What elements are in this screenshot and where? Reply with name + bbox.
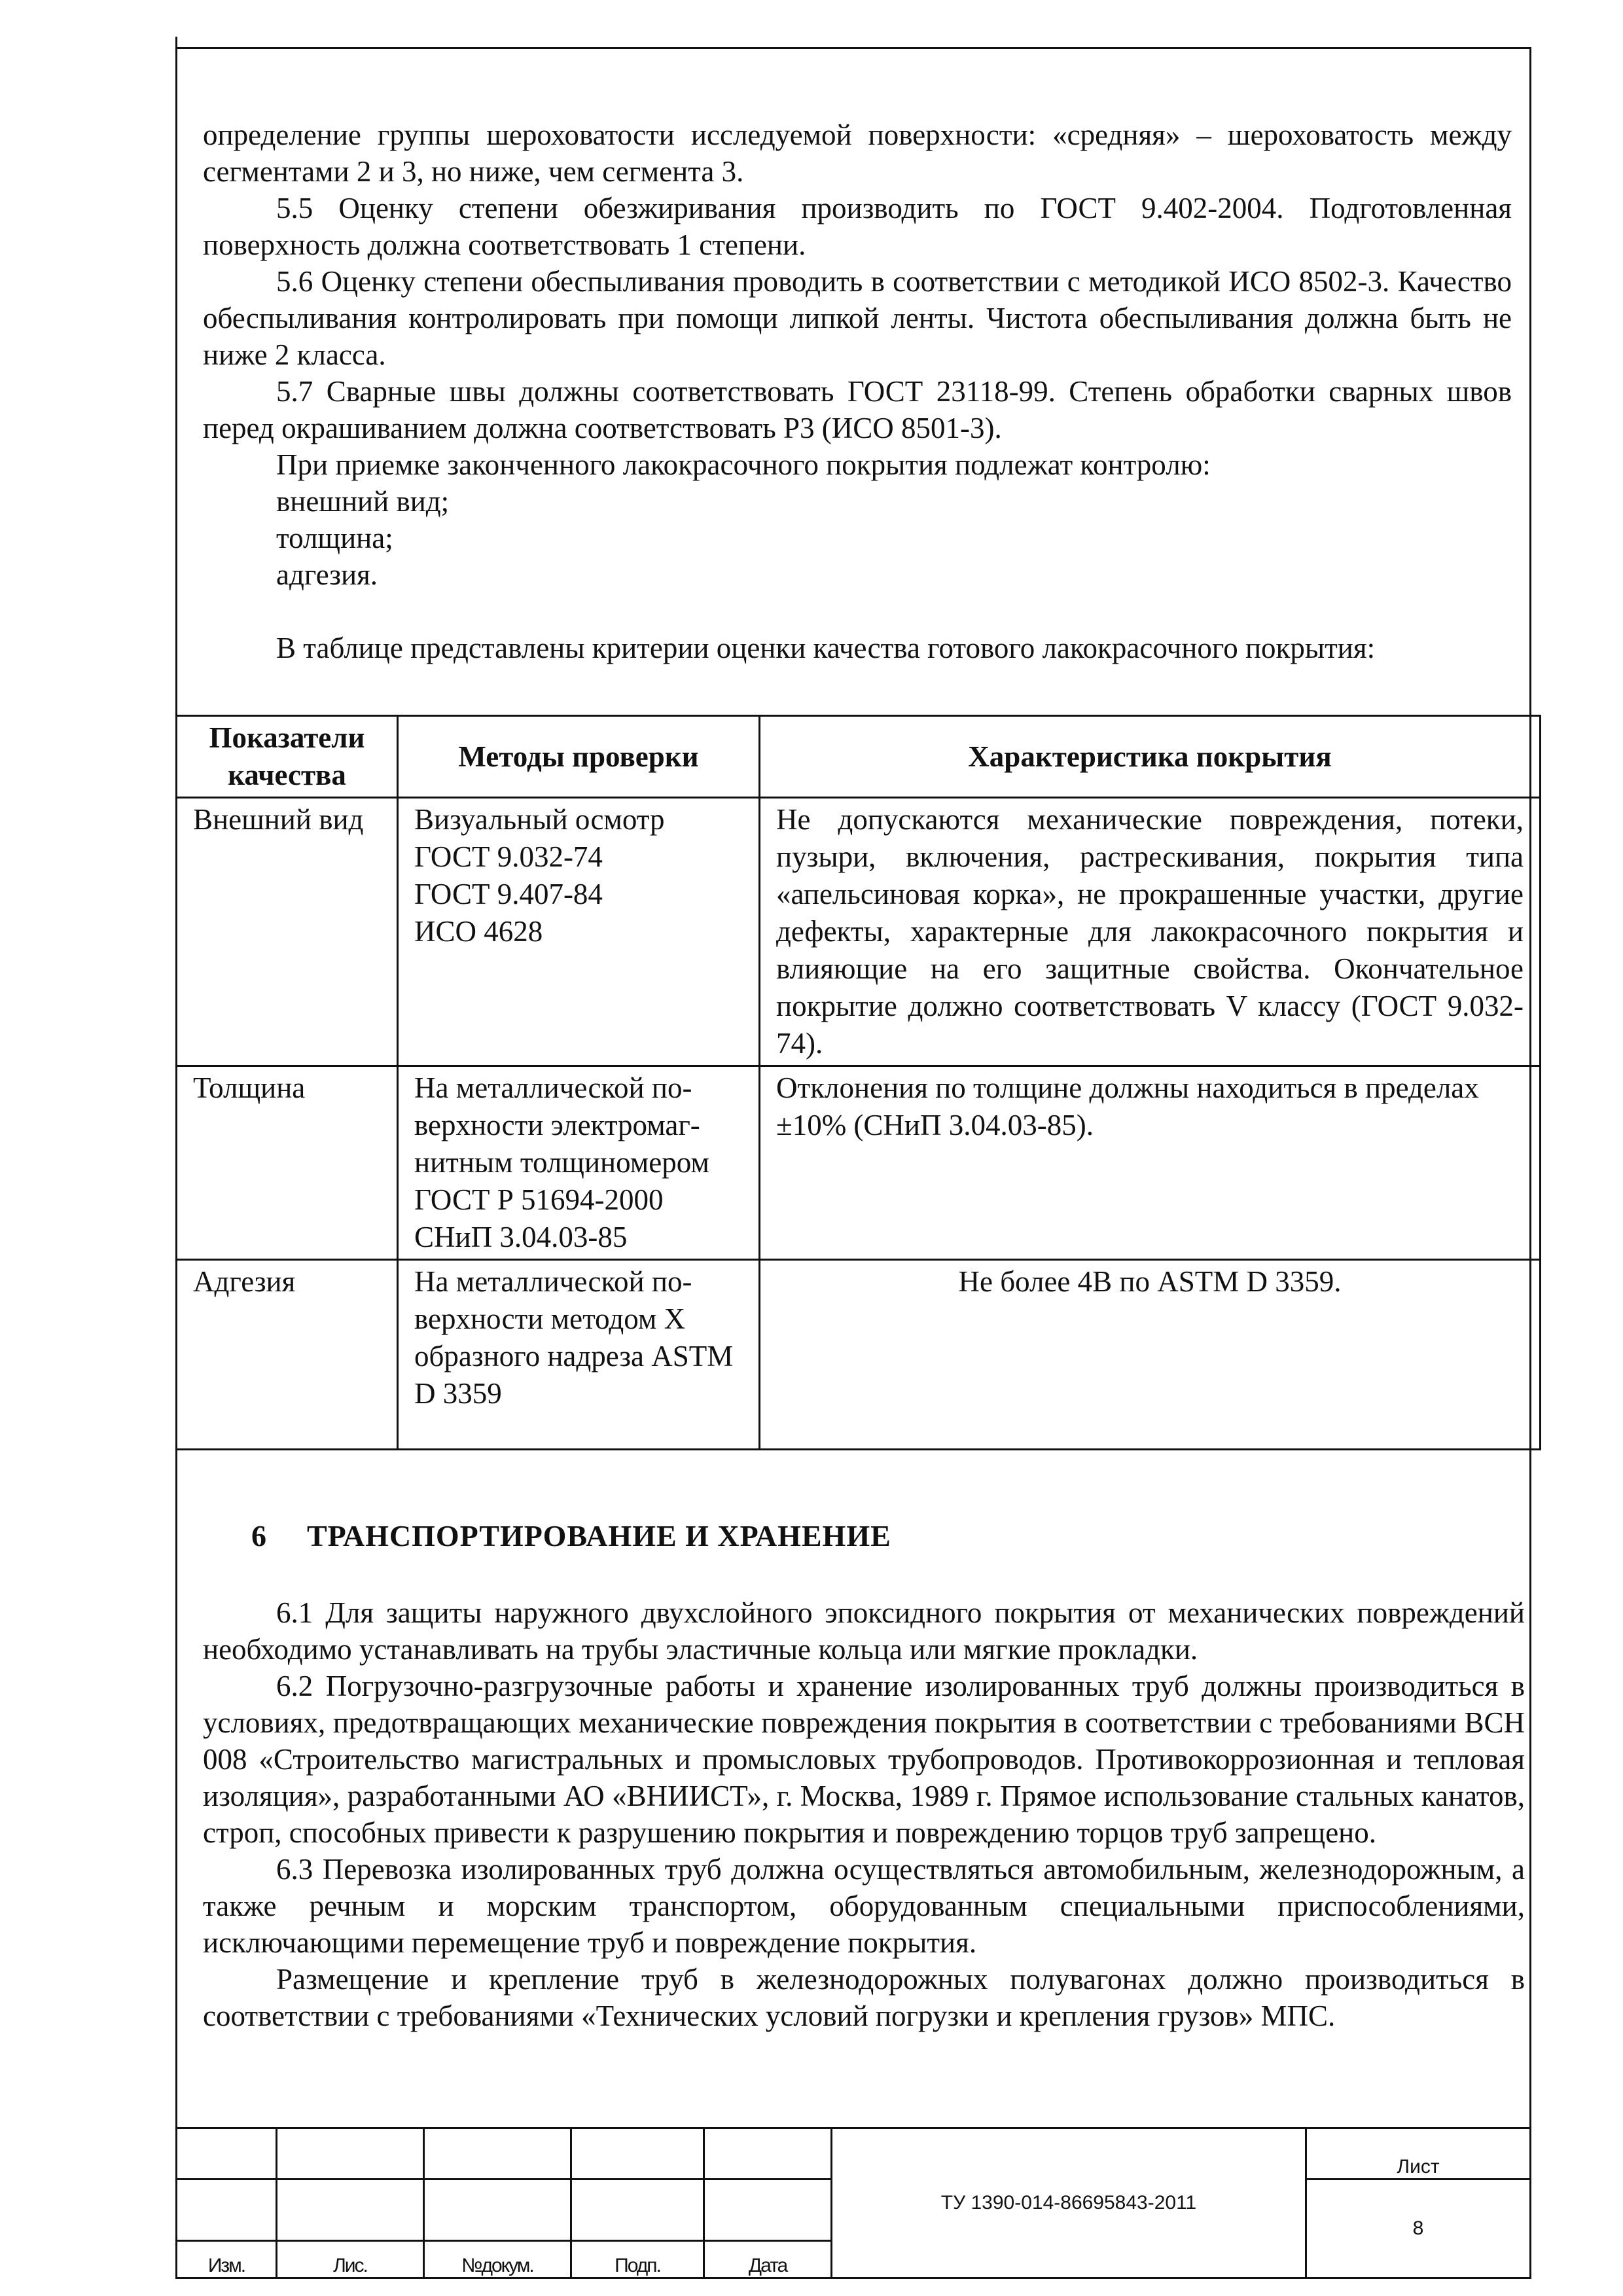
document-code: ТУ 1390-014-86695843-2011 [832, 2128, 1306, 2278]
stamp-cell [571, 2128, 704, 2179]
control-item: толщина; [276, 522, 393, 554]
page-frame-top [175, 47, 1531, 49]
row-methods [398, 798, 760, 1066]
row-characteristic: Отклонения по толщине должны находиться в пределах ±10% (СНиП 3.04.03-85). [760, 1066, 1541, 1260]
method-line: Визуальный осмотр [414, 803, 665, 836]
row-characteristic: Не допускаются механические повреждения, потеки, пузыри, включения, растрескивания, покрытия типа «апельсиновая корка», не прокрашенные участки, другие дефекты, характерные для лакокрасочного покрытия и влияющие на его защитные свойства. Окончательное покрытие должно соответствовать V классу (ГОСТ 9.032-74). [760, 798, 1541, 1066]
label-doc-number: №докум. [424, 2241, 571, 2278]
row-indicator: Адгезия [177, 1260, 398, 1450]
method-line: ГОСТ 9.032-74 [414, 840, 603, 873]
method-line: ГОСТ Р 51694-2000 [414, 1183, 664, 1216]
method-line: верхности методом Х [414, 1302, 686, 1335]
intro-text [203, 117, 1512, 666]
table-intro: В таблице представлены критерии оценки качества готового лакокрасочного покрытия: [276, 632, 1376, 664]
method-line: нитным толщиномером [414, 1146, 709, 1179]
row-characteristic: Не более 4В по ASTM D 3359. [760, 1260, 1541, 1450]
header-indicator: Показатели качества [177, 716, 398, 798]
section-number: 6 [251, 1519, 267, 1552]
header-methods: Методы проверки [398, 716, 760, 798]
method-line: СНиП 3.04.03-85 [414, 1221, 628, 1253]
section6-text [203, 1594, 1525, 2034]
intro-paragraph: 5.7 Сварные швы должны соответствовать ГОСТ 23118-99. Степень обработки сварных швов перед окрашиванием должна соответствовать Р3 (ИСО 8501-3). [203, 375, 1512, 444]
sheet-number: 8 [1306, 2179, 1531, 2278]
stamp-cell [177, 2128, 277, 2179]
row-indicator: Внешний вид [177, 798, 398, 1066]
section-paragraph: 6.1 Для защиты наружного двухслойного эпоксидного покрытия от механических повреждений необходимо устанавливать на трубы эластичные кольца или мягкие прокладки. [203, 1596, 1525, 1666]
stamp-cell [277, 2128, 424, 2179]
row-methods [398, 1066, 760, 1260]
stamp-cell [704, 2128, 832, 2179]
method-line: ГОСТ 9.407-84 [414, 878, 603, 910]
section-paragraph: 6.3 Перевозка изолированных труб должна осуществляться автомобильным, железнодорожным, а также речным и морским транспортом, оборудованным специальными приспособлениями, исключающими перемещение труб и повреждение покрытия. [203, 1853, 1525, 1959]
method-line: D 3359 [414, 1377, 502, 1410]
header-characteristic: Характеристика покрытия [760, 716, 1541, 798]
label-signature: Подп. [571, 2241, 704, 2278]
table-row [177, 1260, 1541, 1450]
control-items-list [203, 483, 1512, 593]
sheet-label: Лист [1306, 2128, 1531, 2179]
stamp-cell [424, 2128, 571, 2179]
control-item: внешний вид; [276, 485, 450, 518]
method-line: На металлической по- [414, 1071, 692, 1104]
table-row [177, 1066, 1541, 1260]
title-block-stamp [175, 2127, 1531, 2279]
stamp-cell [177, 2179, 277, 2241]
section-paragraph: Размещение и крепление труб в железнодорожных полувагонах должно производиться в соответствии с требованиями «Технических условий погрузки и крепления грузов» МПС. [203, 1963, 1525, 2032]
control-item: адгезия. [276, 558, 378, 591]
section-paragraph: 6.2 Погрузочно-разгрузочные работы и хранение изолированных труб должны производиться в условиях, предотвращающих механические повреждения покрытия в соответствии с требованиями ВСН 008 «Строительство магистральных и промысловых трубопроводов. Противокоррозионная и тепловая изоляция», разработанными АО «ВНИИСТ», г. Москва, 1989 г. Прямое использование стальных канатов, строп, способных привести к разрушению покрытия и повреждению торцов труб запрещено. [203, 1670, 1525, 1849]
label-sheet: Лис. [277, 2241, 424, 2278]
table-header-row [177, 716, 1541, 798]
stamp-cell [704, 2179, 832, 2241]
row-indicator: Толщина [177, 1066, 398, 1260]
intro-paragraph: определение группы шероховатости исследуемой поверхности: «средняя» – шероховатость между сегментами 2 и 3, но ниже, чем сегмента 3. [203, 118, 1512, 188]
stamp-cell [571, 2179, 704, 2241]
intro-paragraph: 5.6 Оценку степени обеспыливания проводить в соответствии с методикой ИСО 8502-3. Качество обеспыливания контролировать при помощи липкой ленты. Чистота обеспыливания должна быть не ниже 2 класса. [203, 265, 1512, 371]
method-line: верхности электромаг- [414, 1109, 700, 1141]
label-date: Дата [704, 2241, 832, 2278]
method-line: образного надреза ASTM [414, 1340, 734, 1372]
table-row [177, 798, 1541, 1066]
method-line: ИСО 4628 [414, 915, 543, 948]
label-change: Изм. [177, 2241, 277, 2278]
intro-paragraph: 5.5 Оценку степени обезжиривания производить по ГОСТ 9.402-2004. Подготовленная поверхность должна соответствовать 1 степени. [203, 192, 1512, 261]
frame-corner-mark [175, 37, 177, 50]
section-heading [251, 1518, 891, 1553]
intro-paragraph: При приемке законченного лакокрасочного покрытия подлежат контролю: [276, 448, 1211, 481]
stamp-cell [277, 2179, 424, 2241]
method-line: На металлической по- [414, 1265, 692, 1298]
section-title: ТРАНСПОРТИРОВАНИЕ И ХРАНЕНИЕ [307, 1519, 891, 1552]
row-methods [398, 1260, 760, 1450]
quality-criteria-table [175, 715, 1541, 1450]
stamp-cell [424, 2179, 571, 2241]
